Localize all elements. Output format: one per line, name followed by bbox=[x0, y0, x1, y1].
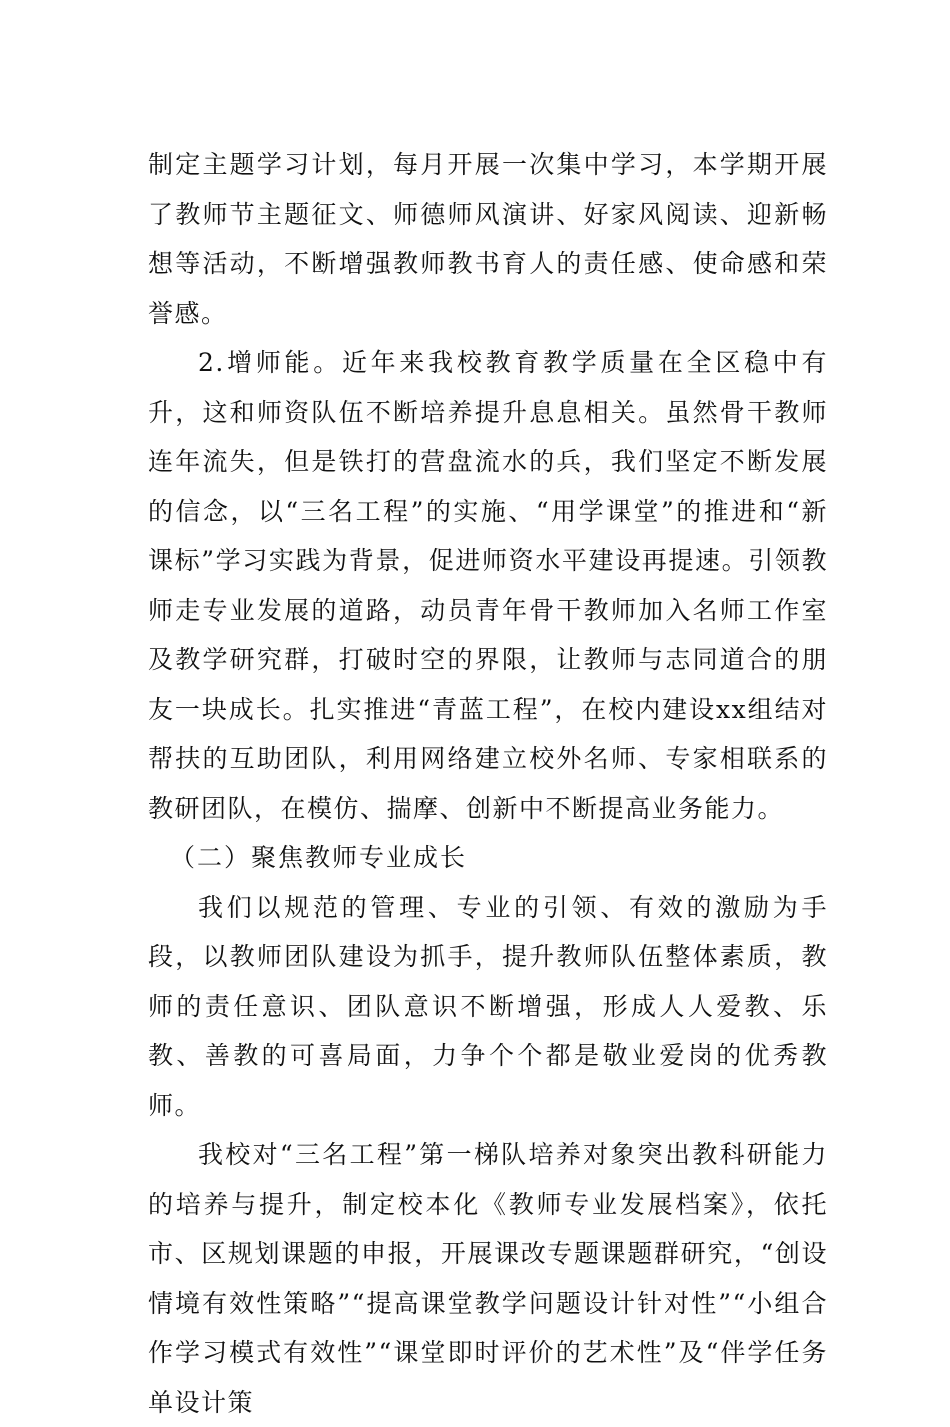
paragraph-teacher-ability: 2.增师能。近年来我校教育教学质量在全区稳中有升，这和师资队伍不断培养提升息息相关。虽然骨干教师连年流失，但是铁打的营盘流水的兵，我们坚定不断发展的信念，以“三名工程”的实施、“用学课堂”的推进和“新课标”学习实践为背景，促进师资水平建设再提速。引领教师走专业发展的道路，动员青年骨干教师加入名师工作室及教学研究群，打破时空的界限，让教师与志同道合的朋友一块成长。扎实推进“青蓝工程”，在校内建设xx组结对帮扶的互助团队，利用网络建立校外名师、专家相联系的教研团队，在模仿、揣摩、创新中不断提高业务能力。 bbox=[148, 348, 828, 823]
section-heading: （二）聚焦教师专业成长 bbox=[170, 843, 468, 872]
paragraph-continuation: 制定主题学习计划，每月开展一次集中学习，本学期开展了教师节主题征文、师德师风演讲、好家风阅读、迎新畅想等活动，不断增强教师教书育人的责任感、使命感和荣誉感。 bbox=[148, 150, 828, 328]
document-body bbox=[148, 140, 828, 1427]
paragraph-research: 我校对“三名工程”第一梯队培养对象突出教科研能力的培养与提升，制定校本化《教师专业发展档案》，依托市、区规划课题的申报，开展课改专题课题群研究，“创设情境有效性策略”“提高课堂教学问题设计针对性”“小组合作学习模式有效性”“课堂即时评价的艺术性”及“伴学任务单设计策 bbox=[148, 1140, 828, 1417]
paragraph-team-building: 我们以规范的管理、专业的引领、有效的激励为手段，以教师团队建设为抓手，提升教师队伍整体素质，教师的责任意识、团队意识不断增强，形成人人爱教、乐教、善教的可喜局面，力争个个都是敬业爱岗的优秀教师。 bbox=[148, 892, 828, 1120]
